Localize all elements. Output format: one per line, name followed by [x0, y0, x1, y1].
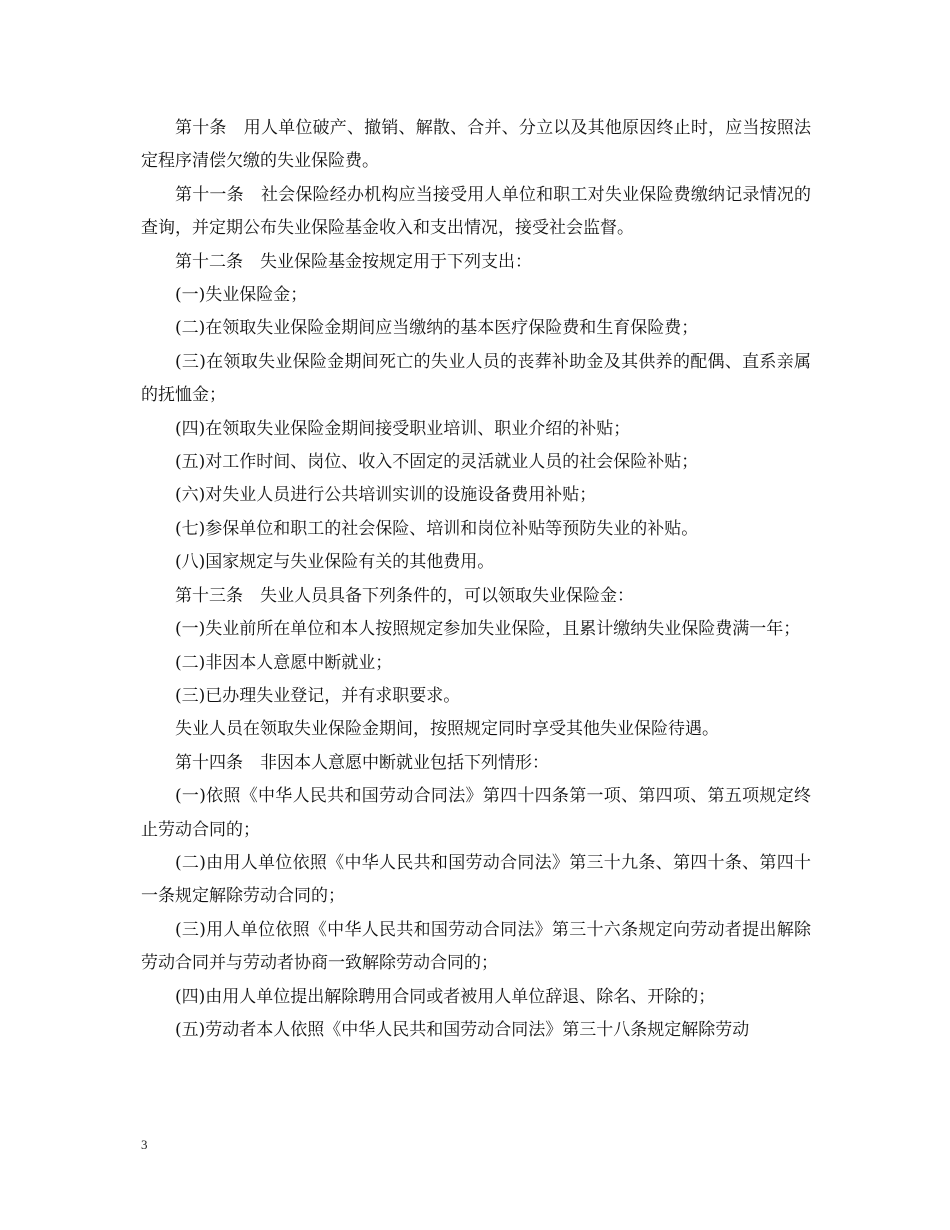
article-12-item-6: (六)对失业人员进行公共培训实训的设施设备费用补贴； [175, 485, 597, 506]
article-10: 第十条 用人单位破产、撤销、解散、合并、分立以及其他原因终止时，应当按照法定程序清偿欠缴的失业保险费。 [141, 118, 811, 172]
article-12-item-4: (四)在领取失业保险金期间接受职业培训、职业介绍的补贴； [175, 418, 631, 439]
article-12-item-5: (五)对工作时间、岗位、收入不固定的灵活就业人员的社会保险补贴； [175, 452, 699, 473]
article-14-item-5: (五)劳动者本人依照《中华人民共和国劳动合同法》第三十八条规定解除劳动 [175, 1019, 750, 1040]
article-12-item-3: (三)在领取失业保险金期间死亡的失业人员的丧葬补助金及其供养的配偶、直系亲属的抚恤金； [141, 351, 811, 406]
article-14-item-3: (三)用人单位依照《中华人民共和国劳动合同法》第三十六条规定向劳动者提出解除劳动合同并与劳动者协商一致解除劳动合同的； [141, 919, 811, 974]
article-13-note: 失业人员在领取失业保险金期间，按照规定同时享受其他失业保险待遇。 [175, 719, 719, 740]
article-12: 第十二条 失业保险基金按规定用于下列支出： [175, 251, 532, 272]
article-11: 第十一条 社会保险经办机构应当接受用人单位和职工对失业保险费缴纳记录情况的查询，并定期公布失业保险基金收入和支出情况，接受社会监督。 [141, 184, 811, 239]
article-14-item-1: (一)依照《中华人民共和国劳动合同法》第四十四条第一项、第四项、第五项规定终止劳动合同的； [141, 786, 811, 840]
article-14-item-4: (四)由用人单位提出解除聘用合同或者被用人单位辞退、除名、开除的； [175, 986, 716, 1007]
document-body [141, 112, 811, 1047]
article-13-item-1: (一)失业前所在单位和本人按照规定参加失业保险，且累计缴纳失业保险费满一年； [175, 619, 801, 640]
article-12-item-7: (七)参保单位和职工的社会保险、培训和岗位补贴等预防失业的补贴。 [175, 518, 699, 539]
article-12-item-2: (二)在领取失业保险金期间应当缴纳的基本医疗保险费和生育保险费； [175, 318, 699, 339]
article-13-item-2: (二)非因本人意愿中断就业； [175, 652, 393, 673]
article-13-item-3: (三)已办理失业登记，并有求职要求。 [175, 685, 461, 706]
article-12-item-1: (一)失业保险金； [175, 285, 308, 306]
article-14-item-2: (二)由用人单位依照《中华人民共和国劳动合同法》第三十九条、第四十条、第四十一条规定解除劳动合同的； [141, 852, 811, 907]
page-number: 3 [141, 1137, 148, 1152]
article-13: 第十三条 失业人员具备下列条件的，可以领取失业保险金： [175, 585, 634, 606]
article-12-item-8: (八)国家规定与失业保险有关的其他费用。 [175, 552, 495, 573]
article-14: 第十四条 非因本人意愿中断就业包括下列情形： [175, 752, 549, 773]
